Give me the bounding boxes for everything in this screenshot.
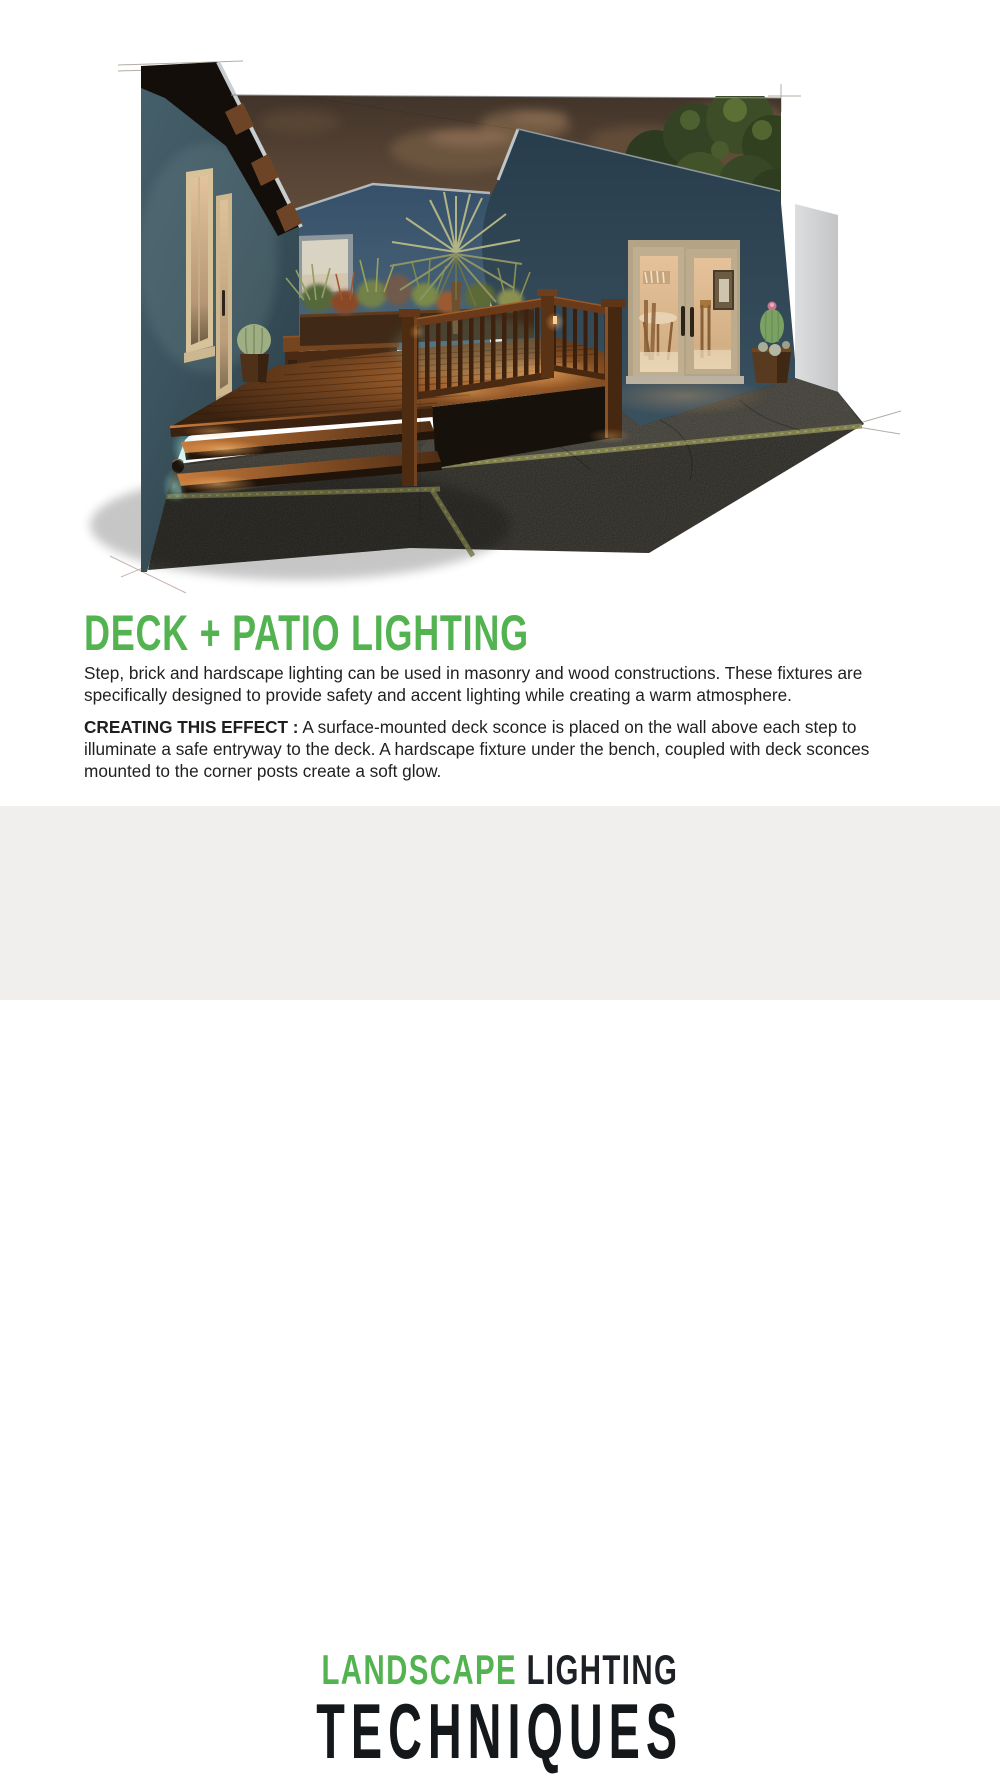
section-heading-text: DECK + PATIO LIGHTING xyxy=(84,605,529,661)
side-panel xyxy=(795,204,838,393)
effect-text: A surface-mounted deck sconce is placed on the wall above each step to illuminate a safe entryway to the deck. A hardscape fixture under the bench, coupled with deck sconces mounted to the corner posts create a soft glow. xyxy=(84,717,870,781)
deck-patio-night-rendering xyxy=(0,0,1000,620)
footer-band xyxy=(0,806,1000,1775)
door-handle xyxy=(222,290,225,316)
section-heading xyxy=(84,604,920,662)
door-handle-right xyxy=(690,307,694,337)
footer-title-text: TECHNIQUES xyxy=(316,1687,684,1775)
door-light-spill xyxy=(599,376,769,416)
footer-title xyxy=(0,1686,1000,1777)
door-handle-left xyxy=(681,306,685,336)
glass-door xyxy=(216,193,232,418)
brand-word-lighting: LIGHTING xyxy=(526,1646,679,1693)
brand-word-landscape: LANDSCAPE xyxy=(321,1646,518,1693)
effect-paragraph xyxy=(84,716,920,782)
effect-label: CREATING THIS EFFECT : xyxy=(84,717,299,737)
left-window xyxy=(184,168,215,363)
section-paragraph: Step, brick and hardscape lighting can be used in masonry and wood constructions. These fixtures are specifically designed to provide safety and accent lighting while creating a warm atmosphere. xyxy=(84,663,863,705)
french-doors xyxy=(626,240,744,384)
